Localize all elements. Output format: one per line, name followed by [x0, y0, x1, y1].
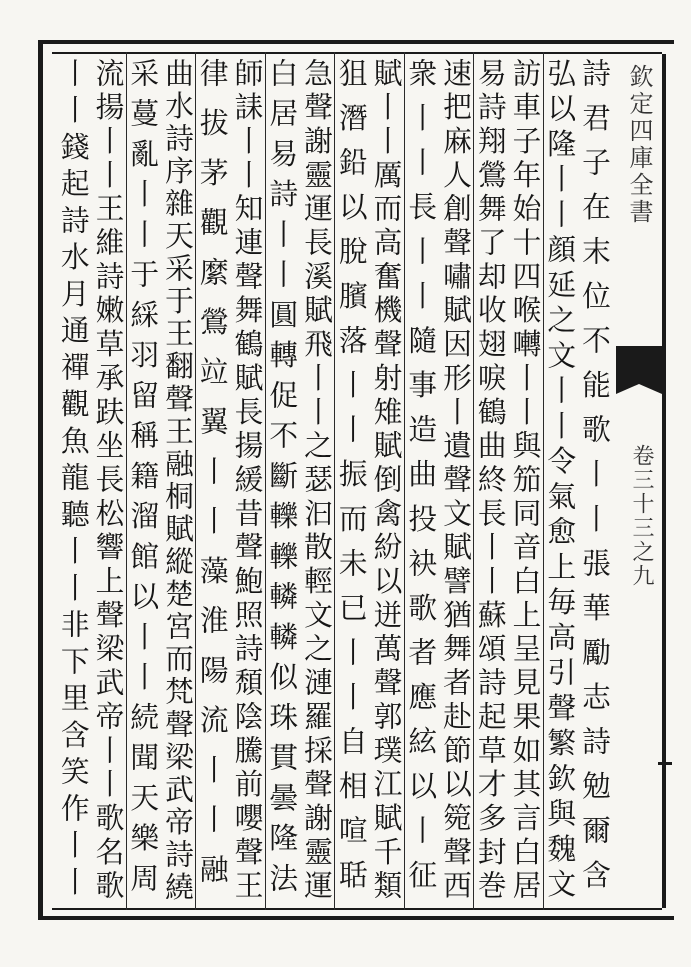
text-column-14: 采蔓亂丨丨于綵羽留稱籍溜館以丨丨続聞天樂周	[126, 58, 161, 904]
text-column-1: 詩君子在末位不能歌丨丨張華勵志詩勉爾含	[578, 58, 612, 905]
text-column-15: 流揚丨丨王維詩嫩草承趺坐長松響上聲梁武帝丨丨歌名歌	[91, 58, 126, 905]
text-column-2: 弘以隆丨丨顔延之文丨丨令氣愈上毎高引聲繁欽與魏文	[543, 58, 578, 904]
text-column-9: 急聲謝靈運長溪賦飛丨丨之瑟汩散輕文之漣羅採聲謝靈運	[300, 58, 334, 905]
text-column-7: 賦丨丨厲而高奮機聲射雉賦倒禽紛以迸萬聲郭璞江賦千類	[369, 58, 404, 905]
volume-label: 卷三十三之九	[629, 444, 654, 588]
text-column-12: 律拔茅觀縻鶯竝翼丨丨藻淮陽流丨丨融	[195, 58, 230, 904]
column-rule	[195, 52, 196, 910]
column-rule	[473, 52, 474, 910]
text-column-6: 衆丨丨長丨丨隨事造曲投袂歌者應絃以丨征	[404, 58, 439, 905]
text-column-4: 易詩翔鶯舞了却收翅唳鶴曲終長丨丨蘇頌詩起草才多封巻	[473, 58, 508, 905]
book-title: 欽定四庫全書	[625, 64, 653, 226]
text-column-8: 狙潛鉛以脫臏落丨丨振而未已丨丨自相喧聒	[334, 58, 369, 905]
fish-tail-mark	[616, 346, 662, 384]
column-rule	[404, 52, 405, 910]
text-column-10: 白居易詩丨丨圓轉促不斷轢轢轔轔似珠貫曇隆法	[265, 58, 300, 904]
text-column-11: 師誄丨丨知連聲舞鶴賦長揚緩昔聲鮑照詩頹陰騰前嚶聲王	[230, 58, 265, 905]
top-rule	[52, 52, 662, 54]
margin-edge	[662, 54, 666, 908]
text-column-13: 曲水詩序雜天采于王翻聲王融桐賦縱楚宮而梵聲梁武帝詩繞	[161, 58, 195, 905]
bottom-rule	[52, 908, 662, 910]
text-column-5: 速把麻人創聲嘯賦因形丨遺聲文賦譬猶舞者赴節以箢聲西	[439, 58, 473, 905]
text-column-16: 丨丨錢起詩水月通禪觀魚龍聽丨丨非下里含笑作丨丨	[56, 58, 91, 904]
text-column-3: 訪車子年始十四喉囀丨丨與笳同音白上呈見果如其言白居	[508, 58, 543, 905]
page-margin	[616, 54, 662, 908]
column-rule	[126, 52, 127, 910]
column-rule	[265, 52, 266, 910]
column-rule	[543, 52, 544, 910]
margin-tick	[658, 762, 672, 765]
column-rule	[334, 52, 335, 910]
